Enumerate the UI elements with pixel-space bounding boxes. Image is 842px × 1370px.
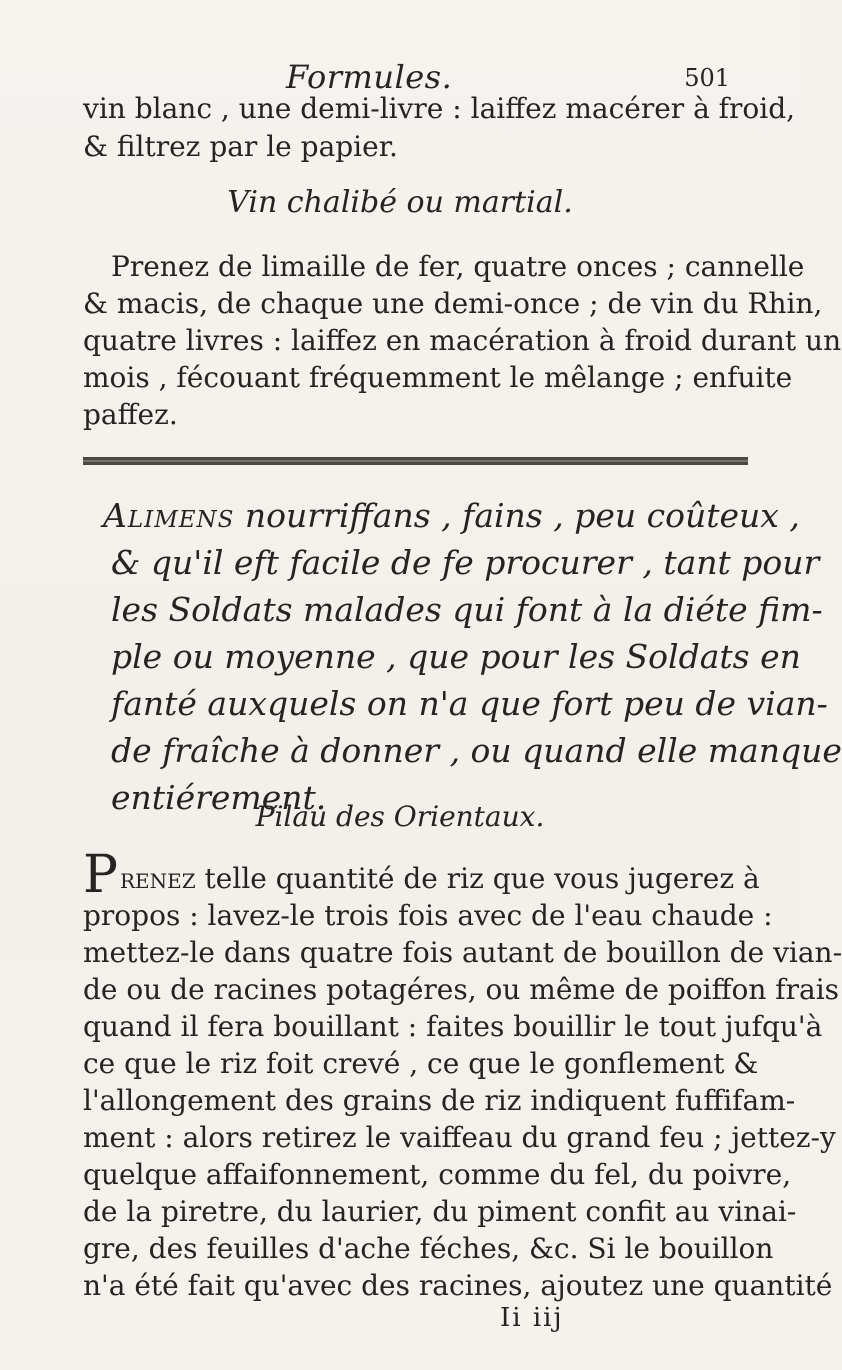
section-divider <box>83 457 748 465</box>
text-line: ment : alors retirez le vaiffeau du grand feu ; jettez-y <box>83 1121 836 1154</box>
text-line <box>83 492 800 539</box>
text-line: fanté auxquels on n'a que fort peu de vian- <box>111 684 828 723</box>
running-title: Formules. <box>286 58 453 96</box>
text-line: vin blanc , une demi-livre : laiffez macérer à froid, <box>83 92 796 125</box>
section-heading-vin: Vin chalibé ou martial. <box>227 185 573 220</box>
text-line <box>83 845 760 905</box>
page-number: 501 <box>684 64 730 92</box>
text-line: de ou de racines potagéres, ou même de poiffon frais <box>83 973 840 1006</box>
alimens-heading <box>83 492 842 821</box>
alimens-first-word: Alimens <box>103 496 235 535</box>
pilau-paragraph <box>83 845 842 1304</box>
text-line: & filtrez par le papier. <box>83 130 398 163</box>
text-line: gre, des feuilles d'ache féches, &c. Si le bouillon <box>83 1232 774 1265</box>
pilau-first-word-rest: renez <box>120 862 196 895</box>
text-line: & macis, de chaque une demi-once ; de vin du Rhin, <box>83 287 823 320</box>
signature-mark: Ii iij <box>500 1303 564 1333</box>
text-line: de la piretre, du laurier, du piment confit au vinai- <box>83 1195 797 1228</box>
alimens-first-line-rest: nourriffans , fains , peu coûteux , <box>234 496 800 535</box>
text-line: quatre livres : laiffez en macération à froid durant un <box>83 324 842 357</box>
text-line: mois , fécouant fréquemment le mêlange ; enfuite <box>83 361 793 394</box>
drop-cap: P <box>83 845 118 905</box>
text-line: quand il fera bouillant : faites bouillir le tout jufqu'à <box>83 1010 823 1043</box>
text-line: mettez-le dans quatre fois autant de bouillon de vian- <box>83 936 842 969</box>
pilau-first-line-rest: telle quantité de riz que vous jugerez à <box>195 862 760 895</box>
vin-paragraph <box>83 248 842 433</box>
text-line: propos : lavez-le trois fois avec de l'eau chaude : <box>83 899 773 932</box>
continued-paragraph <box>83 90 796 166</box>
text-line: les Soldats malades qui font à la diéte fim- <box>111 590 823 629</box>
text-line: l'allongement des grains de riz indiquent fuffifam- <box>83 1084 796 1117</box>
text-line: de fraîche à donner , ou quand elle manque <box>111 731 842 770</box>
text-line: paffez. <box>83 398 178 431</box>
text-line: ple ou moyenne , que pour les Soldats en <box>111 637 801 676</box>
text-line: quelque affaifonnement, comme du fel, du poivre, <box>83 1158 792 1191</box>
text-line: Prenez de limaille de fer, quatre onces ; cannelle <box>111 250 805 283</box>
section-heading-pilau: Pilau des Orientaux. <box>255 800 545 833</box>
text-line: & qu'il eft facile de fe procurer , tant pour <box>111 543 820 582</box>
text-line: n'a été fait qu'avec des racines, ajoutez une quantité <box>83 1269 833 1302</box>
text-line: ce que le riz foit crevé , ce que le gonflement & <box>83 1047 759 1080</box>
text-line: entiérement. <box>111 778 327 817</box>
